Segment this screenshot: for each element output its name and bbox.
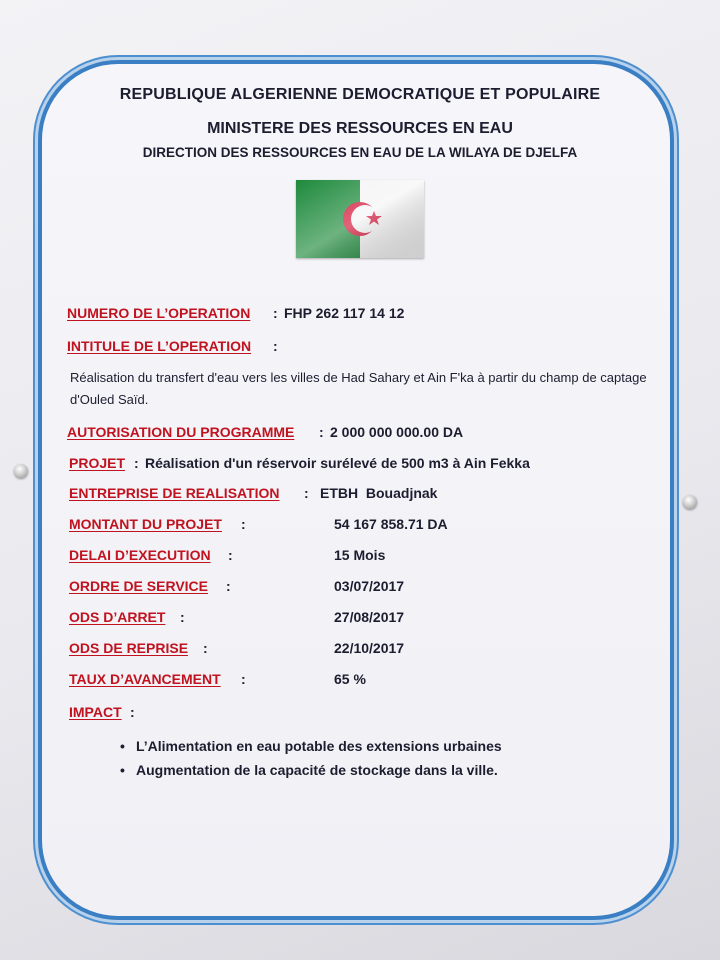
ods-reprise-label: ODS DE REPRISE	[69, 640, 189, 656]
impact-separator: :	[130, 704, 135, 720]
direction-title: DIRECTION DES RESSOURCES EN EAU DE LA WILAYA DE DJELFA	[142, 145, 578, 160]
ordre-label: ORDRE DE SERVICE	[69, 578, 208, 594]
list-item	[120, 758, 502, 782]
autorisation-label: AUTORISATION DU PROGRAMME	[67, 424, 295, 440]
projet-value: Réalisation d'un réservoir surélevé de 500 m3 à Ain Fekka	[145, 455, 530, 471]
pushpin-left-icon	[14, 464, 28, 478]
impact-list	[120, 734, 502, 782]
algeria-flag-icon	[296, 180, 424, 258]
entreprise-value: ETBH Bouadjnak	[320, 485, 438, 501]
autorisation-value: 2 000 000 000.00 DA	[330, 424, 464, 440]
ordre-separator: :	[226, 578, 231, 594]
projet-label: PROJET	[69, 455, 126, 471]
entreprise-label: ENTREPRISE DE REALISATION	[69, 485, 280, 501]
ods-reprise-separator: :	[203, 640, 208, 656]
montant-separator: :	[241, 516, 246, 532]
delai-label: DELAI D’EXECUTION	[69, 547, 211, 563]
intitule-label: INTITULE DE L’OPERATION	[67, 338, 252, 354]
numero-separator: :	[273, 305, 278, 321]
projet-separator: :	[134, 455, 139, 471]
ods-arret-separator: :	[180, 609, 185, 625]
bullet-icon: •	[120, 762, 125, 778]
taux-separator: :	[241, 671, 246, 687]
entreprise-separator: :	[304, 485, 309, 501]
list-item	[120, 734, 502, 758]
taux-label: TAUX D’AVANCEMENT	[69, 671, 221, 687]
numero-value: FHP 262 117 14 12	[284, 305, 405, 321]
numero-label: NUMERO DE L’OPERATION	[67, 305, 251, 321]
ordre-value: 03/07/2017	[334, 578, 405, 594]
ods-arret-value: 27/08/2017	[334, 609, 405, 625]
delai-separator: :	[228, 547, 233, 563]
intitule-separator: :	[273, 338, 278, 354]
impact-item-text: L’Alimentation en eau potable des extensions urbaines	[136, 738, 502, 754]
bullet-icon: •	[120, 738, 125, 754]
montant-value: 54 167 858.71 DA	[334, 516, 448, 532]
ods-arret-label: ODS D’ARRET	[69, 609, 166, 625]
taux-value: 65 %	[334, 671, 366, 687]
ministry-title: MINISTERE DES RESSOURCES EN EAU	[207, 120, 513, 137]
montant-label: MONTANT DU PROJET	[69, 516, 222, 532]
intitule-value: Réalisation du transfert d'eau vers les villes de Had Sahary et Ain F'ka à partir du champ de captage d'Ouled Saïd.	[70, 370, 647, 407]
autorisation-separator: :	[319, 424, 324, 440]
pushpin-right-icon	[683, 495, 697, 509]
impact-label: IMPACT	[69, 704, 122, 720]
ods-reprise-value: 22/10/2017	[334, 640, 405, 656]
delai-value: 15 Mois	[334, 547, 386, 563]
republic-title: REPUBLIQUE ALGERIENNE DEMOCRATIQUE ET POPULAIRE	[119, 86, 601, 103]
impact-item-text: Augmentation de la capacité de stockage dans la ville.	[136, 762, 498, 778]
